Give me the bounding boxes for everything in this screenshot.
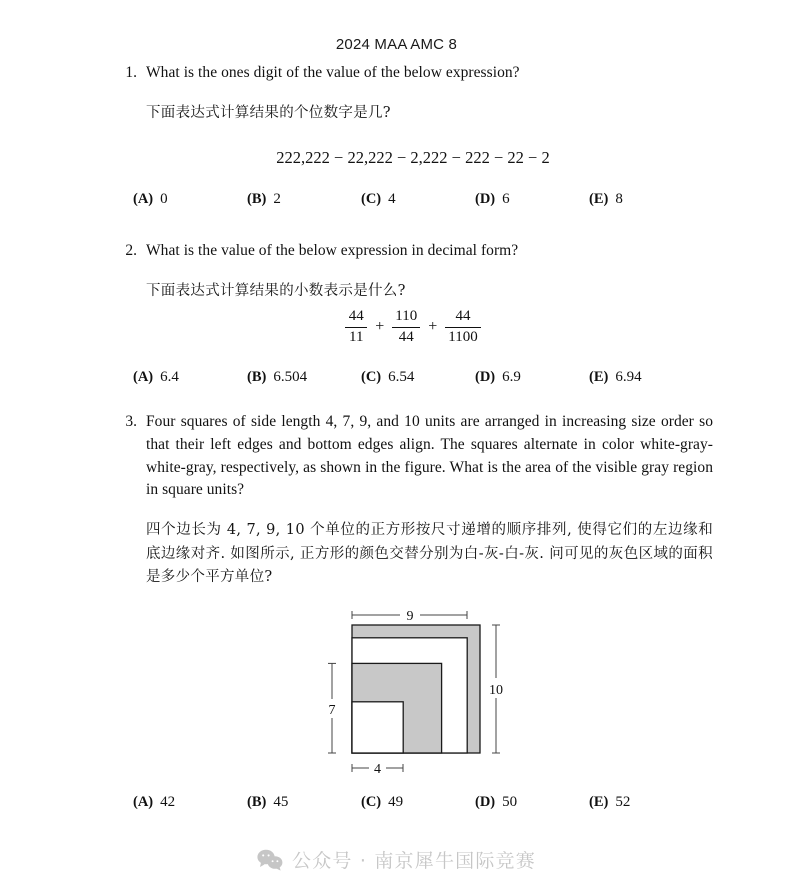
- choice-tag: (D): [475, 369, 496, 385]
- page-title: 2024 MAA AMC 8: [335, 36, 458, 53]
- choice-tag: (B): [247, 794, 267, 810]
- problem-1-statement-zh: 下面表达式计算结果的个位数字是几?: [146, 104, 391, 121]
- problem-2-number: 2.: [125, 242, 137, 259]
- choice-tag: (A): [133, 369, 154, 385]
- problem-2-choice-e[interactable]: [589, 369, 642, 386]
- problem-1-choice-b[interactable]: [247, 191, 361, 208]
- footer-watermark: [0, 846, 793, 873]
- dimension-label-top: 9: [406, 609, 414, 624]
- fraction-2-denominator: 44: [398, 328, 414, 345]
- fraction-2: [392, 308, 420, 347]
- choice-value: 6: [502, 191, 510, 207]
- problem-3-figure: [300, 598, 530, 788]
- fraction-3-numerator: 44: [455, 308, 471, 324]
- choice-tag: (B): [247, 191, 267, 207]
- problem-1-choice-a[interactable]: [133, 191, 247, 208]
- choice-tag: (A): [133, 191, 154, 207]
- problem-3-choice-e[interactable]: [589, 794, 630, 811]
- plus-operator-1: +: [375, 318, 385, 336]
- choice-value: 52: [615, 794, 631, 810]
- choice-value: 50: [502, 794, 518, 810]
- problem-2-statement-en: What is the value of the below expression in decimal form?: [146, 242, 519, 259]
- problem-1-choices: [133, 191, 623, 208]
- problem-1-choice-c[interactable]: [361, 191, 475, 208]
- problem-2: [113, 240, 713, 303]
- problem-1-choice-e[interactable]: [589, 191, 623, 208]
- choice-tag: (D): [475, 191, 496, 207]
- problem-2-expression: [113, 305, 713, 347]
- fraction-sum: [345, 308, 480, 347]
- problem-1: [113, 62, 713, 125]
- choice-tag: (C): [361, 794, 382, 810]
- choice-tag: (E): [589, 191, 609, 207]
- choice-value: 42: [160, 794, 176, 810]
- fraction-1: [345, 308, 367, 347]
- fraction-3-denominator: 1100: [448, 328, 478, 345]
- nested-squares-diagram: [300, 598, 530, 788]
- choice-value: 6.94: [615, 369, 642, 385]
- choice-value: 0: [160, 191, 168, 207]
- problem-2-choice-d[interactable]: [475, 369, 589, 386]
- problem-3: [113, 411, 713, 590]
- problem-3-statement-zh: 四个边长为 4, 7, 9, 10 个单位的正方形按尺寸递增的顺序排列, 使得它们的左边缘和底边缘对齐. 如图所示, 正方形的颜色交替分别为白-灰-白-灰. 问可见的灰色区域的面积是多少个平方单位?: [146, 522, 713, 586]
- choice-tag: (C): [361, 191, 382, 207]
- choice-tag: (A): [133, 794, 154, 810]
- problem-3-choice-c[interactable]: [361, 794, 475, 811]
- footer-text: 公众号 · 南京犀牛国际竞赛: [292, 850, 536, 872]
- choice-tag: (C): [361, 369, 382, 385]
- problem-1-statement-en: What is the ones digit of the value of the below expression?: [146, 64, 520, 81]
- dimension-label-right: 10: [489, 683, 503, 698]
- problem-1-expression: [113, 148, 713, 168]
- problem-1-choice-d[interactable]: [475, 191, 589, 208]
- problem-3-choice-b[interactable]: [247, 794, 361, 811]
- problem-2-statement-zh: 下面表达式计算结果的小数表示是什么?: [146, 282, 406, 299]
- problem-3-statement-en: Four squares of side length 4, 7, 9, and 10 units are arranged in increasing size order so that their left edges and bottom edges align. The squares alternate in color white-gray-white-gray, respectively, as shown in the figure. What is the area of the visible gray region in square units?: [146, 413, 713, 499]
- square-4-white: [352, 702, 403, 753]
- problem-3-choices: [133, 794, 630, 811]
- fraction-2-numerator: 110: [395, 308, 418, 324]
- choice-tag: (B): [247, 369, 267, 385]
- choice-tag: (D): [475, 794, 496, 810]
- dimension-label-bottom: 4: [374, 762, 381, 777]
- choice-value: 49: [388, 794, 404, 810]
- problem-2-choice-c[interactable]: [361, 369, 475, 386]
- plus-operator-2: +: [428, 318, 438, 336]
- choice-tag: (E): [589, 369, 609, 385]
- dimension-label-left: 7: [328, 703, 336, 718]
- problem-2-choice-a[interactable]: [133, 369, 247, 386]
- choice-value: 4: [388, 191, 396, 207]
- choice-value: 45: [273, 794, 289, 810]
- choice-value: 6.504: [273, 369, 308, 385]
- problem-2-choices: [133, 369, 642, 386]
- problem-1-number: 1.: [125, 64, 137, 81]
- fraction-3: [445, 308, 480, 347]
- choice-value: 8: [615, 191, 623, 207]
- problem-2-choice-b[interactable]: [247, 369, 361, 386]
- problem-1-expression-text: 222,222 − 22,222 − 2,222 − 222 − 22 − 2: [276, 148, 550, 167]
- problem-3-number: 3.: [125, 413, 137, 430]
- choice-tag: (E): [589, 794, 609, 810]
- problem-3-choice-a[interactable]: [133, 794, 247, 811]
- choice-value: 6.4: [160, 369, 179, 385]
- choice-value: 2: [273, 191, 281, 207]
- fraction-1-numerator: 44: [348, 308, 364, 324]
- choice-value: 6.9: [502, 369, 521, 385]
- fraction-1-denominator: 11: [349, 328, 364, 345]
- wechat-icon: [257, 849, 283, 871]
- choice-value: 6.54: [388, 369, 415, 385]
- problem-3-choice-d[interactable]: [475, 794, 589, 811]
